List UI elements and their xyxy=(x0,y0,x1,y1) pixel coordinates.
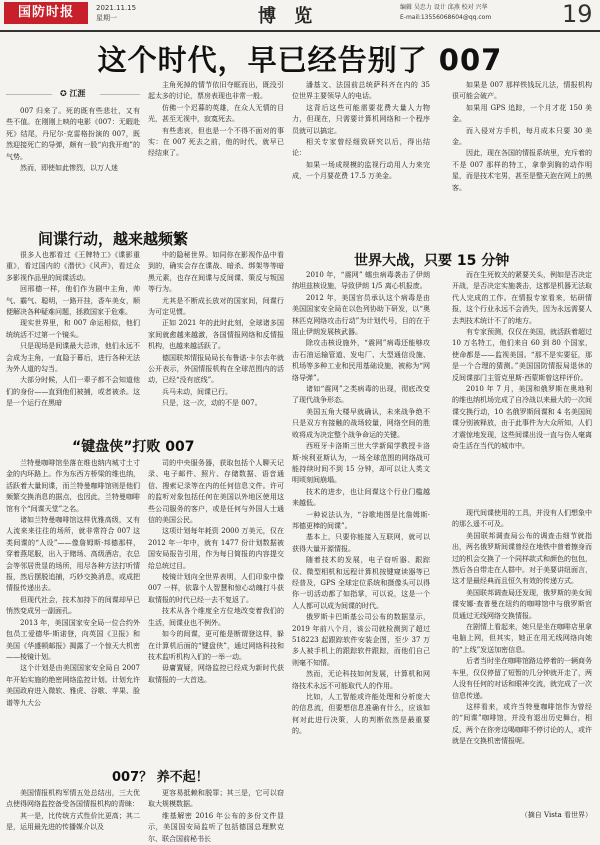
column-4-section-b xyxy=(452,270,592,506)
column-3-section-a xyxy=(292,80,430,248)
paragraph: 回邢德一样，他们作为剧中主角，帅气、霸气、聪明，一路开挂，香车美女，顺便解决各种疑难问题，拯救国家于危难。 xyxy=(6,285,140,317)
paragraph: 更容易抵赖和脱罪；其三是，它可以窃取大规模数据。 xyxy=(148,789,284,809)
author-byline: ✪ 江涯 xyxy=(56,88,90,99)
paragraph: 中的隐秘世界。如同你在影视作品中看到的，确实会存在谍战、暗杀、绑架等等暗黑元素，也存在间谍与反间谍、策反与叛国等行为。 xyxy=(148,251,284,294)
paragraph: 仿佛一个迟暮的英雄，在众人无情的目光，甚至无视中，寂寞死去。 xyxy=(148,103,284,124)
subhead-world-war: 世界大战，只要 15 分钟 xyxy=(354,253,510,269)
paragraph: 2013 年，美国国家安全局一位合约外包员工爱德华·斯诺登，向英国《卫报》和美国《华盛顿邮报》揭露了一个惊天大机密——棱镜计划。 xyxy=(6,618,140,661)
paragraph: 正如 2021 年的此时此刻，全球诸多国家间就愈越来越激，各国情报网络和反情报机构，也越来越活跃了。 xyxy=(148,319,284,351)
paragraph: 比如，人工智能或许能处理和分析庞大的信息流，但要想信息准确有什么，应该如何对此进行决策，人的判断依然是最重要的。 xyxy=(292,693,430,736)
paragraph: 有些悲哀，但也是一个不得不面对的事实：在 007 死去之前，他的时代，就早已经结束了。 xyxy=(148,126,284,158)
paragraph: 美国情报机构军情五处总结出，三大优点使得网络监控备受各国情报机构的青睐： xyxy=(6,789,140,809)
column-1-section-d xyxy=(6,788,140,832)
column-4-section-c xyxy=(452,508,592,806)
paragraph: 司的中央服务器，获取包括个人聊天记录、电子邮件、照片、存储数据、语音通信、搜索记录等在内的任何信息文件。许可的监听对象包括任何在美国以外地区使用这些公司服务的客户，或是任何与外国人士通信的美国公民。 xyxy=(148,459,284,525)
paragraph: 美国联邦调查局还发现，俄罗斯的美女间谍安娜·查普曼在纽约的咖啡馆中与俄罗斯官员通过无线网络交换情报。 xyxy=(452,588,592,620)
paragraph: 这样看来，或许当特曼咖啡馆作为曾经的“间谍”咖啡馆，并没有退出历史舞台，相反，两个在你旁边喝咖啡不停讨论的人，或许就是在交换机密情报呢。 xyxy=(452,702,592,746)
paragraph: 这个计划是由美国国家安全局自 2007 年开始实施的绝密网络监控计划。计划允许美国政府进入微软、雅虎、谷歌、苹果、脸谱等九大公 xyxy=(6,664,140,707)
paragraph: 然而，即使如此惨烈，以万人迷 xyxy=(20,164,118,173)
paragraph: 诸如“震网”之类病毒的出现，彻底改变了现代战争形态。 xyxy=(292,385,430,405)
paragraph: 大部分时候，人们一辈子都不会知道他们的身份——直到他们被捕，或者被杀。这是一个运行在黑暗 xyxy=(6,376,140,408)
paragraph: 但现代社会，技术加持下的间谍却早已悄然变成另一副面孔。 xyxy=(6,595,140,616)
paragraph: 技术的进步，也让间谍这个行业门槛越来越低。 xyxy=(292,487,430,508)
paragraph: 基本上，只要你能接入互联网，就可以获得大量开源情报。 xyxy=(292,533,430,553)
paragraph: 现代间谍使用的工具，并没有人们想象中的那么遥不可及。 xyxy=(452,509,592,529)
column-1-section-b xyxy=(6,250,140,430)
paragraph: 只是，这一次，动的不是 007。 xyxy=(162,399,262,408)
author-rule-right xyxy=(100,94,140,95)
subhead-keyboard-warrior: “键盘侠”打败 007 xyxy=(72,439,195,455)
column-1-section-a xyxy=(6,106,140,224)
staff-info xyxy=(400,3,491,23)
masthead xyxy=(0,0,600,32)
paragraph: 除攻击核设施外，“震网”病毒还能够攻击石油运输管道、发电厂、大型通信设施、机场等多种工业和民用基础设施，被称为“网络导弹”。 xyxy=(292,339,430,382)
paragraph: 西班牙卡洛斯三世大学新闻学教授卡洛斯·埃利亚斯认为，一场全球范围的网络战可能持续时间不到 15 分钟，却可以让人类文明顷刻间崩塌。 xyxy=(292,442,430,485)
paragraph: 美国联邦调查局公布的调查击细节就指出，两名俄罗斯间谍曾经在地铁中曾着擦身而过的机会交换了一个同样款式和颜色的包包，然后各自带走在人群中。对于美要讲纽面言，这才是最经典而且恒久有效的传递方式。 xyxy=(452,531,592,586)
paragraph: 维基解密 2016 年公布的多份文件显示，美国国安局监听了包括德国总理默克尔、联合国前秘书长 xyxy=(148,811,284,843)
paragraph: 这背后这些可能需要花费大量人力物力，但现在，只需要计算机网络和一个程序员就可以搞定。 xyxy=(292,103,430,135)
paragraph: 诸如兰特曼咖啡馆这样优雅高级，又有人流来来往往的场所，就非常符合 007 这类间谍的“人设”——像詹姆斯·邦德那样，穿着燕尾服，出入于赌场、高级酒店，衣总会等邻居贵显的场所，用尽各种方法打听情报，然后摆脱追捕，巧妙交换消息，或成把情报传递出去。 xyxy=(6,516,140,593)
paragraph: 其一是，比传统方式性价比更高；其二是，运用最先进的传播媒介以及 xyxy=(6,811,140,832)
paragraph: 棱镜计划向全世界表明，人们印象中像 007 一样，依靠个人智慧和惊心动魄打斗获取情报的时代已经一去不复返了。 xyxy=(148,573,284,604)
subhead-espionage: 间谍行动，越来越频繁 xyxy=(38,230,189,248)
column-2-section-d xyxy=(148,788,284,843)
paragraph: 如果一场成规模的监视行动用人力来完成，一个月要花费 17.5 万美金。 xyxy=(292,160,430,181)
column-1-section-c xyxy=(6,458,140,758)
headline: 这个时代，早已经告别了 007 xyxy=(97,43,503,77)
source-credit: （摘自 Vista 看世界） xyxy=(520,811,592,819)
paragraph: 如今的间谍，更可能是断谓登这样，躲在计算机后面的“键盘侠”，通过网络科技和技术监听机构入们的一举一动。 xyxy=(148,630,284,661)
page-number: 19 xyxy=(562,0,593,28)
paragraph: 兵马未动，间谍已行。 xyxy=(162,387,232,396)
paragraph: 然而，无论科技如何发展，计算机和网络技术永远不可能取代人的作用。 xyxy=(292,670,430,690)
paragraph: 2012 年，美国官员承认这个病毒是由美国国家安全局在以色列协助下研发，以“奥林匹克网络攻击行动”为计划代号，目的在于阻止伊朗发展核武器。 xyxy=(292,293,430,337)
contact-email: E-mail:13556068604@qq.com xyxy=(400,14,492,21)
paragraph: 有专家预测，仅仅在美国，就活跃着超过 10 万名特工，他们来自 60 到 80 个国家，使命都是——监视美国。“那不是实要征，那是一个合理的猜测。”美国国防情报局退休的反间谍部门主管克里斯·西蒙斯曾这样评价。 xyxy=(452,328,592,382)
publication-date xyxy=(96,3,136,23)
paragraph: 而入侵对方手机，每月成本只要 30 美金。 xyxy=(452,126,592,147)
paragraph: 很多人也都看过《王牌特工》《谍影重重》，看过国内的《潜伏》《风声》，看过众多影视作品里的间谍活动。 xyxy=(6,251,140,282)
paragraph: 而在生死攸关的紧要关头，例如是否决定开战，是否决定实施袭击，这都是机器无法取代人完成的工作。在情报专家看来，钻研情报，这个行业永远不会消失，因为永远需要人去判技术统计不了的地方。 xyxy=(452,271,592,325)
column-2-section-c xyxy=(148,458,284,758)
paragraph: 主角死掉的情节依旧夺眶而出，既没引起太多的讨论，票房表现也非常一般。 xyxy=(148,81,284,101)
paragraph: 只是现场是间谍最大忌讳，他们永远不会成为主角，一直隐于幕后，进行各种无法为外人道的勾当。 xyxy=(6,342,140,374)
subhead-cannot-afford: 007？ 养不起！ xyxy=(112,770,209,785)
newspaper-logo: 国防时报 xyxy=(4,2,88,24)
paragraph: 2010 年 7 月，美国和俄罗斯在奥地利的维也纳机场完成了自冷战以来最大的一次间谍交换行动，10 名俄罗斯间谍和 4 名美国间谍分别被释放，由于此事件为大众所知，人们才震惊地发现，这些间谍出没一直与伤人毫离奇生活在当代的城市中。 xyxy=(452,385,592,451)
paragraph: 潘基文、法国前总统萨科齐在内的 35 位世界主要领导人的电话。 xyxy=(292,81,430,101)
column-4-section-a xyxy=(452,80,592,248)
paragraph: 德国联邦情报局局长布鲁诺·卡尔去年就公开表示，外国情报机构在全球范围内的活动，已经“没有底线”。 xyxy=(148,353,284,385)
column-3-section-b xyxy=(292,270,430,824)
paragraph: 因此，现在各国的情报系统里，充斥着的不是 007 那样的特工，拿拳到胸的动作明星，而是技术宅男，甚至是整天泡在网上的黑客。 xyxy=(452,149,592,192)
column-2-section-b xyxy=(148,250,284,430)
paragraph: 现实世界里，和 007 命运相似，他们统统活不过第一个镜头。 xyxy=(6,319,140,339)
paragraph: 一种说法认为，“谷歌地图是比詹姆斯·邦德更棒的间谍”。 xyxy=(292,510,430,530)
paragraph: 尤其是不断成长放对的国家间，间谍行为可定见惯。 xyxy=(148,296,284,317)
author-rule-left xyxy=(6,94,52,95)
paragraph: 这项计划每年耗资 2000 万美元，仅在 2012 年一年中，就有 1477 份计划数据被国安局报告引用，作为每日简报的内容提交给总统过目。 xyxy=(148,527,284,570)
paragraph: 2010 年，“震网” 蠕虫病毒袭击了伊朗纳坦兹核设施，导致伊朗 1/5 离心机报废。 xyxy=(292,271,430,291)
staff-credits: 编辑 吴忠力 设计 邱燕 校对 兴华 xyxy=(400,4,488,11)
paragraph: 相关专家曾经细致研究以后，得出结论： xyxy=(292,138,430,158)
column-2-section-a xyxy=(148,80,284,224)
section-name: 博 览 xyxy=(258,6,319,27)
date: 2021.11.15 xyxy=(96,4,137,12)
paragraph: 随着技术的发展，电子窃听器、跟踪仪、微型相机和远程计算机按键窥读器等已经普及，GPS 全球定位系统和摄像头可以得你一切活动都了如指掌，可以说，这是一个人人都可以成为间谍的时代。 xyxy=(292,556,430,610)
paragraph: 后者当时坐在咖啡馆路边停着的一辆商务车里，仅仅停留了短暂的几分钟就开走了，两人没有任何的对话和眼神交流，就完成了一次信息传递。 xyxy=(452,657,592,700)
paragraph: 007 归来了。死的既有些悲壮，又有些不值。在刚刚上映的电影《007：无暇赴死》结尾，丹尼尔·克雷格扮演的 007，既然迎接死亡的导弹，颇有一股“向我开炮”的气势。 xyxy=(6,107,140,161)
paragraph: 如果用 GPS 追踪，一个月才花 150 美金。 xyxy=(452,103,592,124)
paragraph: 俄罗斯卡巴斯基公司公布的数据显示，2019 年前八个月，该公司就检测到了超过 518223 起跟踪软件安装企图，至少 37 万多人被手机上的跟踪软件跟踪，而他们自己则毫不知情。 xyxy=(292,613,430,667)
paragraph: 毋庸置疑，网络监控已经成为新时代获取情报的一大首选。 xyxy=(148,664,284,684)
paragraph: 如果是 007 那样铁钱玩儿法，情报机构很可能会破产。 xyxy=(452,81,592,101)
paragraph: 技术从各个维度全方位地改变着我们的生活，间谍业也不例外。 xyxy=(148,607,284,627)
weekday: 星期一 xyxy=(96,14,117,22)
paragraph: 在剧情上看起来，她只是坐在咖啡店里拿电脑上网，但其实，她正在用无线网络向她的“上线”发送加密信息。 xyxy=(452,623,592,654)
paragraph: 美国五角大楼早就确认，未来战争绝不只是双方有接触的战场较量，网络空间的胜败将成为决定整个战争命运的关键。 xyxy=(292,407,430,439)
paragraph: 兰特曼咖啡馆坐落在维也纳内城寸土寸金的内环路上。作为东西方桥梁的维也纳，活跃着大量间谍，而兰特曼咖啡馆则是他们频繁交换消息的据点，也因此，兰特曼咖啡馆有个“间谍天堂”之名。 xyxy=(6,459,140,513)
